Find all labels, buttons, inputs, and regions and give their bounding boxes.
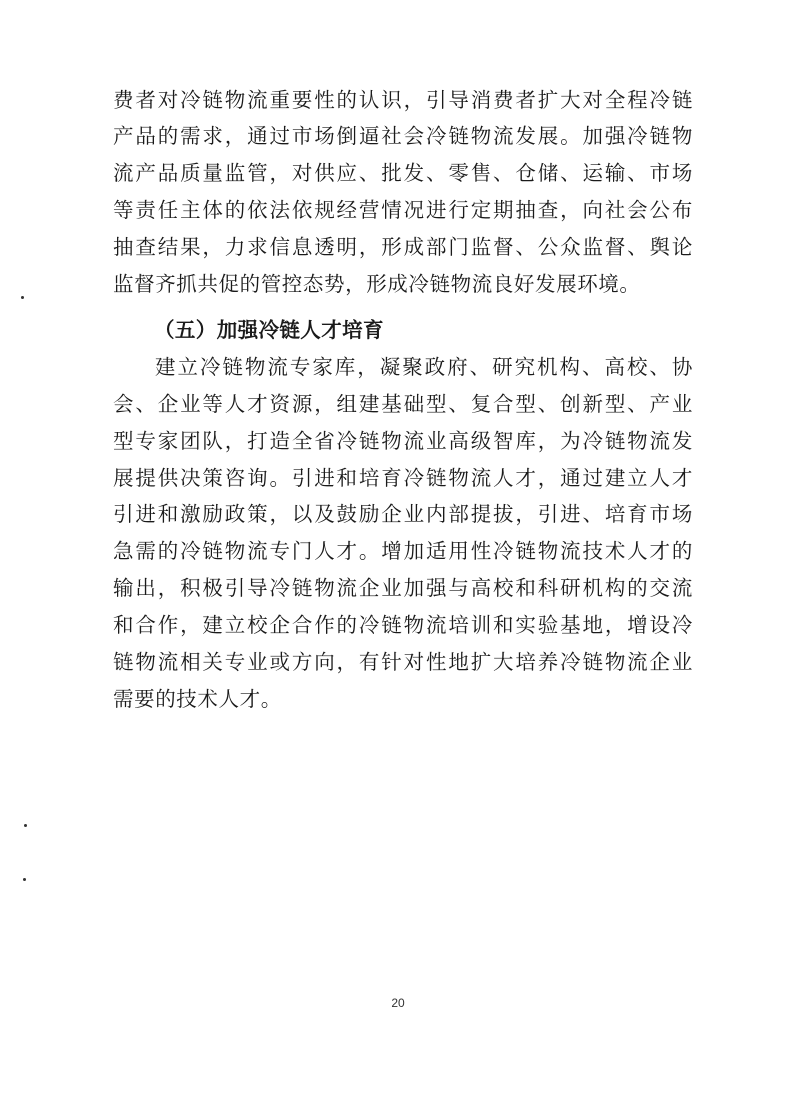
text-line: 费者对冷链物流重要性的认识，引导消费者扩大对全程冷链 [113,88,693,112]
section-heading: （五）加强冷链人才培育 [154,318,384,342]
margin-dot [21,296,24,299]
text-line: 引进和激励政策，以及鼓励企业内部提拔，引进、培育市场 [113,502,693,526]
text-line: 链物流相关专业或方向，有针对性地扩大培养冷链物流企业 [113,650,693,674]
text-line: 型专家团队，打造全省冷链物流业高级智库，为冷链物流发 [113,429,693,453]
text-line: 会、企业等人才资源，组建基础型、复合型、创新型、产业 [113,392,693,416]
margin-dot [24,824,27,827]
text-line: 等责任主体的依法依规经营情况进行定期抽查，向社会公布 [113,198,693,222]
text-line: 建立冷链物流专家库，凝聚政府、研究机构、高校、协 [155,355,693,379]
text-line: 产品的需求，通过市场倒逼社会冷链物流发展。加强冷链物 [113,124,693,148]
text-line: 流产品质量监管，对供应、批发、零售、仓储、运输、市场 [113,161,693,185]
text-line: 展提供决策咨询。引进和培育冷链物流人才，通过建立人才 [113,466,693,490]
text-line: 抽查结果，力求信息透明，形成部门监督、公众监督、舆论 [113,235,693,259]
page-number: 20 [391,996,405,1010]
text-line: 输出，积极引导冷链物流企业加强与高校和科研机构的交流 [113,576,693,600]
margin-dot [23,878,26,881]
text-line: 急需的冷链物流专门人才。增加适用性冷链物流技术人才的 [113,539,693,563]
text-line: 监督齐抓共促的管控态势，形成冷链物流良好发展环境。 [113,272,641,296]
text-line: 需要的技术人才。 [113,687,282,711]
text-line: 和合作，建立校企合作的冷链物流培训和实验基地，增设冷 [113,613,693,637]
